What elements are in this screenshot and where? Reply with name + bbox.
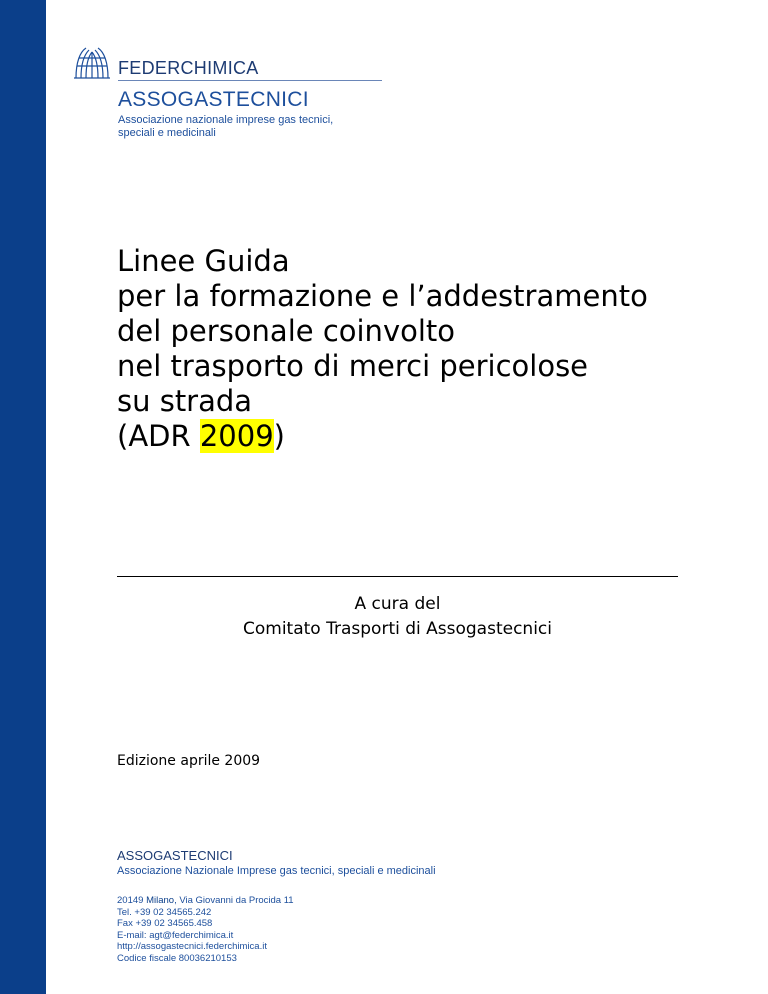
address-street: , Via Giovanni da Procida 11 <box>174 895 294 906</box>
document-title <box>117 244 648 454</box>
curated-by-line: A cura del <box>354 594 441 614</box>
edition-text: Edizione aprile 2009 <box>117 753 261 769</box>
association-description-line: Associazione nazionale imprese gas tecnici, <box>118 114 334 126</box>
association-name: ASSOGASTECNICI <box>118 88 309 111</box>
title-line: per la formazione e l’addestramento <box>117 279 648 313</box>
footer-contacts <box>117 895 294 965</box>
footer-tax-code: Codice fiscale 80036210153 <box>117 952 237 964</box>
footer-association-subtitle: Associazione Nazionale Imprese gas tecnici, speciali e medicinali <box>117 865 436 877</box>
federchimica-emblem-icon <box>72 44 112 80</box>
footer-fax: Fax +39 02 34565.458 <box>117 918 213 930</box>
highlighted-year: 2009 <box>199 419 274 453</box>
footer-address <box>117 895 294 907</box>
address-city: Milano <box>146 895 175 906</box>
title-line: del personale coinvolto <box>117 314 456 348</box>
association-description <box>118 114 358 140</box>
address-zip: 20149 <box>117 895 147 906</box>
footer-website: http://assogastecnici.federchimica.it <box>117 941 267 953</box>
footer-tel: Tel. +39 02 34565.242 <box>117 906 212 918</box>
federation-name: FEDERCHIMICA <box>118 58 259 78</box>
curated-by <box>117 592 678 642</box>
title-adr-prefix: (ADR <box>117 419 200 453</box>
title-line: su strada <box>117 384 253 418</box>
title-line: Linee Guida <box>117 244 290 278</box>
title-adr-suffix: ) <box>273 419 285 453</box>
committee-name: Comitato Trasporti di Assogastecnici <box>243 619 552 639</box>
header-rule <box>118 80 382 81</box>
section-divider <box>117 576 678 577</box>
title-line-adr <box>117 419 648 454</box>
title-line: nel trasporto di merci pericolose <box>117 349 589 383</box>
footer-email: E-mail: agt@federchimica.it <box>117 929 234 941</box>
footer-association-name: ASSOGASTECNICI <box>117 848 233 863</box>
association-description-line: speciali e medicinali <box>118 127 216 139</box>
side-color-band <box>0 0 46 994</box>
